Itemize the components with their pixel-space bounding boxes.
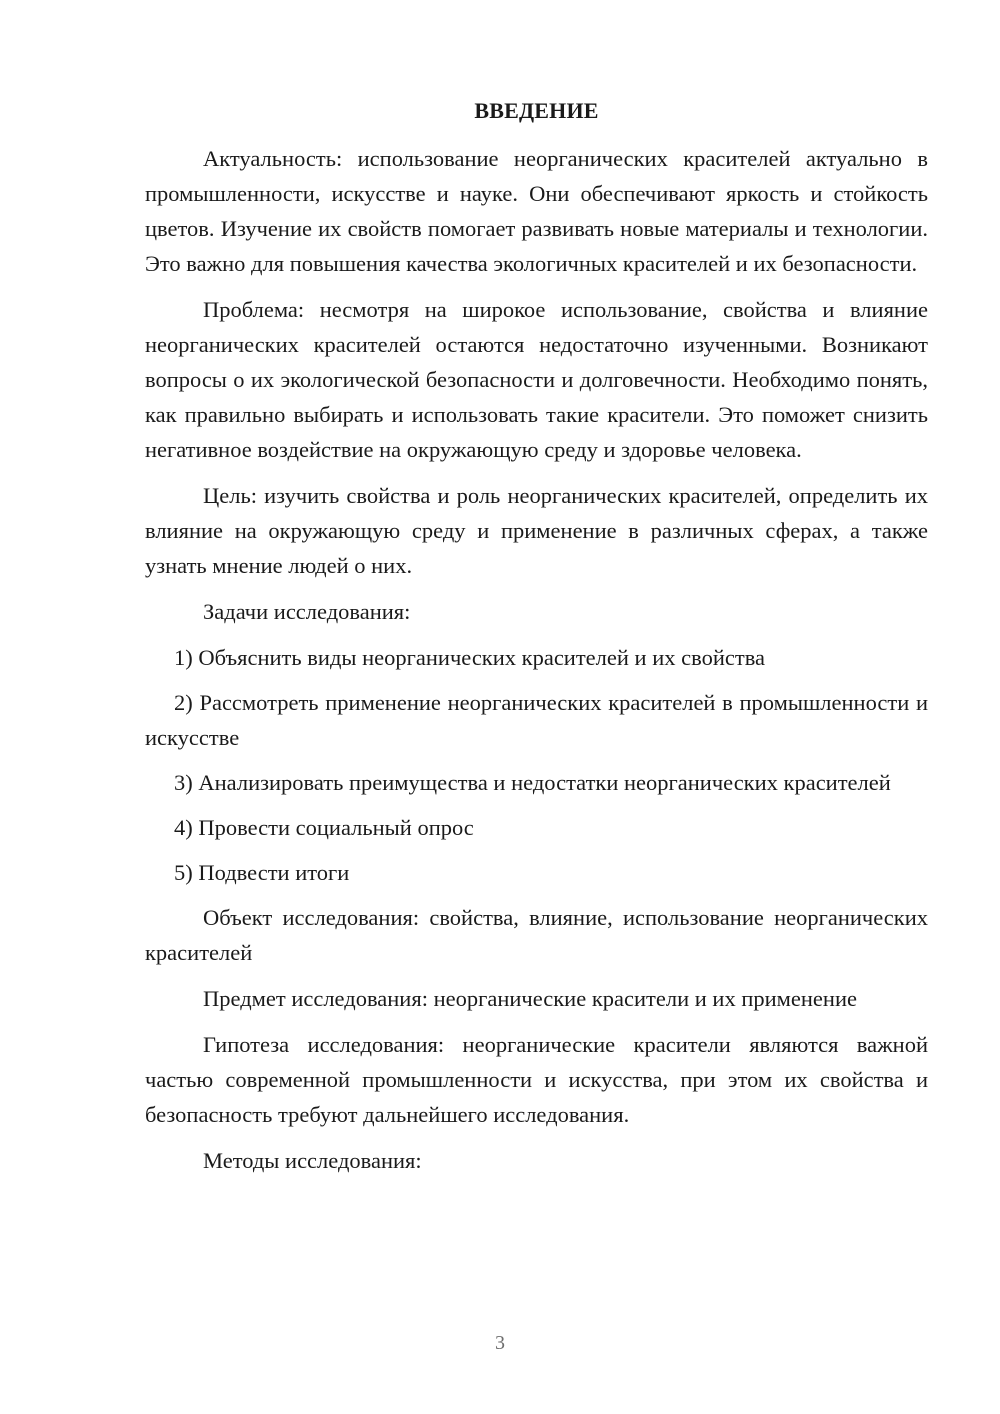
task-item: 1) Объяснить виды неорганических красителей и их свойства — [174, 645, 766, 670]
paragraph-methods: Методы исследования: — [203, 1148, 422, 1173]
section-heading: ВВЕДЕНИЕ — [474, 98, 599, 123]
task-item: 3) Анализировать преимущества и недостатки неорганических красителей — [174, 770, 891, 795]
page-content — [145, 96, 928, 1189]
task-item: 5) Подвести итоги — [174, 860, 350, 885]
task-item: 2) Рассмотреть применение неорганических красителей в промышленности и искусстве — [145, 690, 928, 750]
paragraph-relevance: Актуальность: использование неорганических красителей актуально в промышленности, искусстве и науке. Они обеспечивают яркость и стойкость цветов. Изучение их свойств помогает развивать новые материалы и технологии. Это важно для повышения качества экологичных красителей и их безопасности. — [145, 146, 928, 276]
task-item: 4) Провести социальный опрос — [174, 815, 474, 840]
paragraph-tasks-heading: Задачи исследования: — [203, 599, 411, 624]
paragraph-subject: Предмет исследования: неорганические красители и их применение — [203, 986, 857, 1011]
paragraph-problem: Проблема: несмотря на широкое использование, свойства и влияние неорганических красителей остаются недостаточно изученными. Возникают вопросы о их экологической безопасности и долговечности. Необходимо понять, как правильно выбирать и использовать такие красители. Это поможет снизить негативное воздействие на окружающую среду и здоровье человека. — [145, 297, 928, 462]
paragraph-hypothesis: Гипотеза исследования: неорганические красители являются важной частью современной промышленности и искусства, при этом их свойства и безопасность требуют дальнейшего исследования. — [145, 1032, 928, 1127]
paragraph-goal: Цель: изучить свойства и роль неорганических красителей, определить их влияние на окружающую среду и применение в различных сферах, а также узнать мнение людей о них. — [145, 483, 928, 578]
paragraph-object: Объект исследования: свойства, влияние, использование неорганических красителей — [145, 905, 928, 965]
page-number: 3 — [495, 1332, 505, 1354]
